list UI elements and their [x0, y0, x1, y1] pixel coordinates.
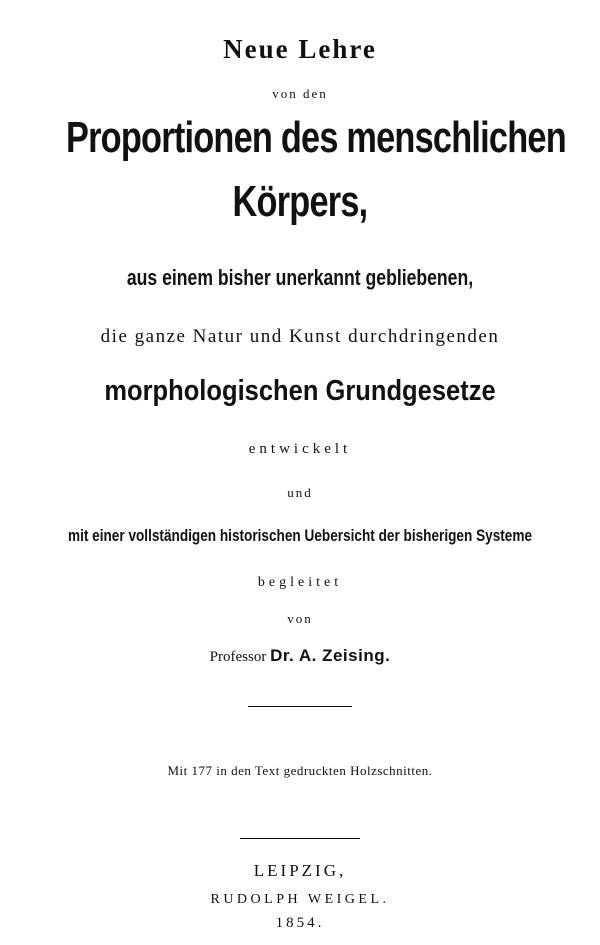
title-neue-lehre: Neue Lehre	[223, 34, 377, 64]
author-name: Dr. A. Zeising.	[270, 646, 391, 665]
main-title-line-1: Proportionen des menschlichen	[66, 113, 566, 162]
subtitle-line-3: morphologischen Grundgesetze	[104, 375, 496, 407]
divider-rule-2	[240, 838, 360, 839]
word-von: von	[287, 611, 313, 626]
author-prefix: Professor	[209, 649, 267, 665]
imprint-year: 1854.	[275, 915, 325, 931]
author-line	[0, 647, 600, 665]
imprint-place: LEIPZIG,	[253, 861, 347, 880]
imprint-publisher: RUDOLPH WEIGEL.	[210, 892, 390, 907]
historical-overview-line: mit einer vollständigen historischen Uebersicht der bisherigen Systeme	[67, 526, 533, 545]
divider-rule-1	[248, 706, 352, 707]
title-von-den: von den	[272, 86, 328, 101]
word-und: und	[287, 485, 313, 500]
subtitle-line-1: aus einem bisher unerkannt gebliebenen,	[126, 265, 474, 290]
subtitle-line-2: die ganze Natur und Kunst durchdringenden	[100, 326, 500, 347]
word-entwickelt: entwickelt	[248, 441, 352, 457]
main-title-line-2: Körpers,	[232, 177, 368, 226]
illustrations-note: Mit 177 in den Text gedruckten Holzschnitten.	[167, 763, 433, 778]
word-begleitet: begleitet	[257, 575, 343, 590]
